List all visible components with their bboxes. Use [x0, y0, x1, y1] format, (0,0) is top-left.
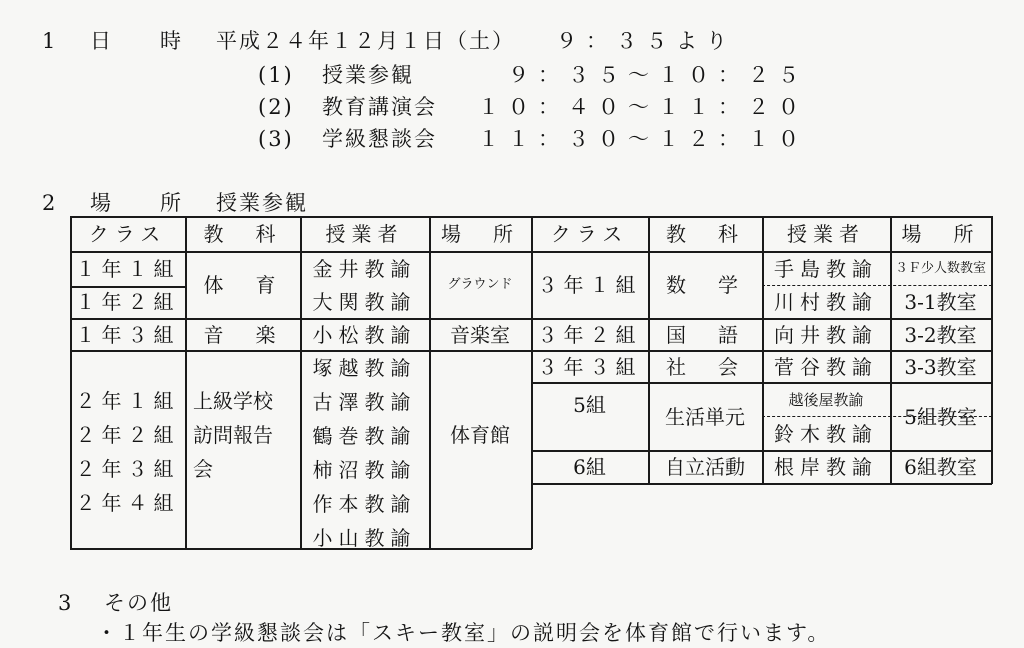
teacher-kanai: 金井教諭	[312, 257, 417, 281]
teacher-koyama: 小山教諭	[312, 526, 417, 550]
teacher-suzuki: 鈴木教諭	[774, 421, 878, 446]
section-3-label: その他	[104, 591, 173, 615]
header-teacher-left: 授業者	[325, 222, 404, 246]
schedule-item-3-no: (3)	[258, 127, 294, 151]
class-3-2: ３年２組	[537, 322, 642, 347]
section-2-subtitle: 授業参観	[216, 191, 308, 215]
section-3-number: 3	[58, 591, 74, 615]
section-2-label: 場 所	[90, 191, 195, 215]
grade-2-subject	[185, 384, 308, 486]
subject-japanese: 国 語	[666, 322, 744, 347]
schedule-item-3-time: １１：３０〜１２：１０	[478, 127, 808, 151]
class-2-3: ２年３組	[75, 457, 180, 481]
header-subject-left: 教 科	[203, 222, 282, 246]
event-start-time: ９：３５より	[556, 29, 736, 53]
section-1-label: 日 時	[90, 29, 195, 53]
place-music-room: 音楽室	[450, 322, 510, 347]
schedule-item-1-time: ９：３５〜１０：２５	[508, 63, 808, 87]
subject-line-2: 訪問報告	[193, 423, 273, 447]
subject-line-3: 会	[193, 457, 213, 481]
subject-pe: 体 育	[203, 273, 282, 297]
teacher-ozeki: 大関教諭	[312, 290, 417, 314]
schedule-item-3-name: 学級懇談会	[322, 127, 437, 151]
schedule-item-2-name: 教育講演会	[322, 95, 437, 119]
subject-line-1: 上級学校	[193, 389, 273, 413]
section-2-number: 2	[42, 191, 58, 215]
header-place-left: 場 所	[441, 222, 519, 246]
place-3-3-room: 3-3教室	[904, 354, 977, 379]
teacher-sakumoto: 作本教諭	[312, 492, 417, 516]
header-teacher-right: 授業者	[787, 222, 865, 246]
place-3-2-room: 3-2教室	[904, 322, 977, 347]
section-1-number: 1	[42, 29, 58, 53]
teacher-sugaya: 菅谷教諭	[774, 354, 878, 379]
class-5: 5組	[573, 393, 606, 417]
teacher-tsukagoshi: 塚越教諭	[312, 356, 417, 380]
schedule-item-2-time: １０：４０〜１１：２０	[478, 95, 808, 119]
teacher-tsurumaki: 鶴巻教諭	[312, 424, 417, 448]
header-subject-right: 教 科	[666, 222, 744, 246]
teacher-furusawa: 古澤教諭	[312, 390, 417, 414]
grade-2-teachers	[300, 351, 429, 548]
teacher-teshima: 手島教諭	[774, 256, 878, 281]
section-3-note: ・１年生の学級懇談会は「スキー教室」の説明会を体育館で行います。	[96, 621, 831, 645]
subject-music: 音 楽	[203, 322, 282, 347]
class-2-2: ２年２組	[75, 423, 180, 447]
place-6-room: 6組教室	[904, 455, 977, 479]
schedule-item-1-no: (1)	[258, 63, 294, 87]
class-1-3: １年３組	[75, 322, 180, 347]
teacher-kakinuma: 柿沼教諭	[312, 458, 417, 482]
place-3f-small-room: ３Ｆ少人数教室	[894, 260, 986, 276]
teacher-mukai: 向井教諭	[774, 322, 878, 347]
header-class-left: クラス	[88, 222, 167, 246]
teacher-negishi: 根岸教諭	[774, 455, 878, 479]
header-place-right: 場 所	[901, 222, 980, 246]
class-2-4: ２年４組	[75, 491, 180, 515]
subject-independence: 自立活動	[665, 455, 745, 479]
header-class-right: クラス	[550, 222, 629, 246]
subject-life-unit: 生活単元	[665, 404, 745, 429]
class-2-1: ２年１組	[75, 389, 180, 413]
subject-social: 社 会	[666, 354, 744, 379]
teacher-echigoya: 越後屋教諭	[788, 390, 864, 409]
event-date: 平成２４年１２月１日（土）	[216, 29, 515, 53]
class-1-2: １年２組	[75, 290, 180, 314]
place-gym: 体育館	[450, 423, 510, 447]
subject-math: 数 学	[666, 273, 744, 297]
class-3-3: ３年３組	[537, 354, 642, 379]
schedule-item-1-name: 授業参観	[322, 63, 414, 87]
class-3-1: ３年１組	[537, 273, 642, 297]
class-6: 6組	[573, 455, 606, 479]
place-3-1-room: 3-1教室	[904, 290, 977, 314]
place-5-room: 5組教室	[904, 404, 977, 429]
teacher-komatsu: 小松教諭	[312, 322, 417, 347]
place-ground: グラウンド	[447, 277, 513, 292]
grade-2-classes	[70, 384, 185, 516]
teacher-kawamura: 川村教諭	[774, 290, 878, 314]
schedule-item-2-no: (2)	[258, 95, 294, 119]
class-1-1: １年１組	[75, 257, 180, 281]
